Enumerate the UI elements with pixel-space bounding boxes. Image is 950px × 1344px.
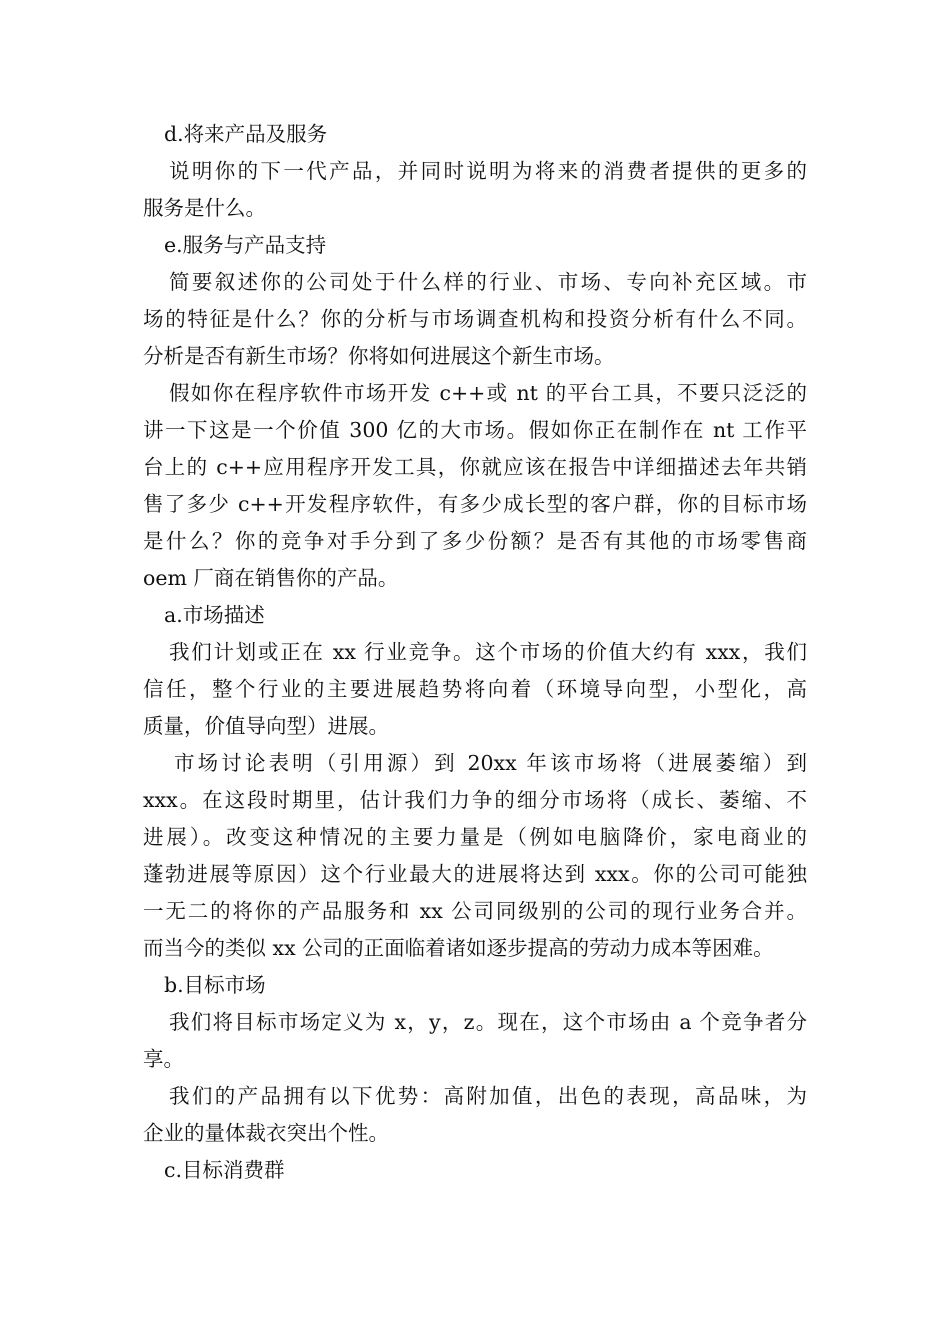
paragraph-line: 一无二的将你的产品服务和 xx 公司同级别的公司的现行业务合并。	[143, 899, 807, 923]
paragraph-line: 简要叙述你的公司处于什么样的行业、市场、专向补充区域。市	[169, 270, 807, 294]
paragraph-line: 享。	[143, 1047, 184, 1071]
document-page	[143, 116, 807, 1189]
section-heading-future-products: d.将来产品及服务	[164, 122, 328, 146]
paragraph-line: 台上的 c++应用程序开发工具，你就应该在报告中详细描述去年共销	[143, 455, 807, 479]
paragraph-line: 服务是什么。	[143, 196, 266, 220]
paragraph-line: 而当今的类似 xx 公司的正面临着诸如逐步提高的劳动力成本等困难。	[143, 936, 774, 960]
section-heading-target-market: b.目标市场	[164, 973, 266, 997]
paragraph-line: 售了多少 c++开发程序软件，有多少成长型的客户群，你的目标市场	[143, 492, 807, 516]
paragraph-line: 我们计划或正在 xx 行业竞争。这个市场的价值大约有 xxx，我们	[169, 640, 807, 664]
section-heading-target-consumers: c.目标消费群	[164, 1158, 285, 1182]
paragraph-line: 质量，价值导向型）进展。	[143, 714, 389, 738]
paragraph-line: 进展）。改变这种情况的主要力量是（例如电脑降价，家电商业的	[143, 825, 807, 849]
paragraph-line: 讲一下这是一个价值 300 亿的大市场。假如你正在制作在 nt 工作平	[143, 418, 807, 442]
paragraph-line: 我们的产品拥有以下优势：高附加值，出色的表现，高品味，为	[169, 1084, 807, 1108]
paragraph-line: 场的特征是什么？你的分析与市场调查机构和投资分析有什么不同。	[143, 307, 807, 331]
section-heading-market-description: a.市场描述	[164, 603, 265, 627]
paragraph-line: 假如你在程序软件市场开发 c++或 nt 的平台工具，不要只泛泛的	[169, 381, 807, 405]
paragraph-line: oem 厂商在销售你的产品。	[143, 566, 399, 590]
section-heading-service-support: e.服务与产品支持	[164, 233, 327, 257]
paragraph-line: 说明你的下一代产品，并同时说明为将来的消费者提供的更多的	[169, 159, 807, 183]
paragraph-line: 分析是否有新生市场？你将如何进展这个新生市场。	[143, 344, 615, 368]
paragraph-line: xxx。在这段时期里，估计我们力争的细分市场将（成长、萎缩、不	[143, 788, 807, 812]
paragraph-line: 市场讨论表明（引用源）到 20xx 年该市场将（进展萎缩）到	[174, 751, 807, 775]
paragraph-line: 蓬勃进展等原因）这个行业最大的进展将达到 xxx。你的公司可能独	[143, 862, 807, 886]
paragraph-line: 我们将目标市场定义为 x，y，z。现在，这个市场由 a 个竞争者分	[169, 1010, 807, 1034]
paragraph-line: 信任，整个行业的主要进展趋势将向着（环境导向型，小型化，高	[143, 677, 807, 701]
paragraph-line: 企业的量体裁衣突出个性。	[143, 1121, 389, 1145]
paragraph-line: 是什么？你的竞争对手分到了多少份额？是否有其他的市场零售商	[143, 529, 807, 553]
